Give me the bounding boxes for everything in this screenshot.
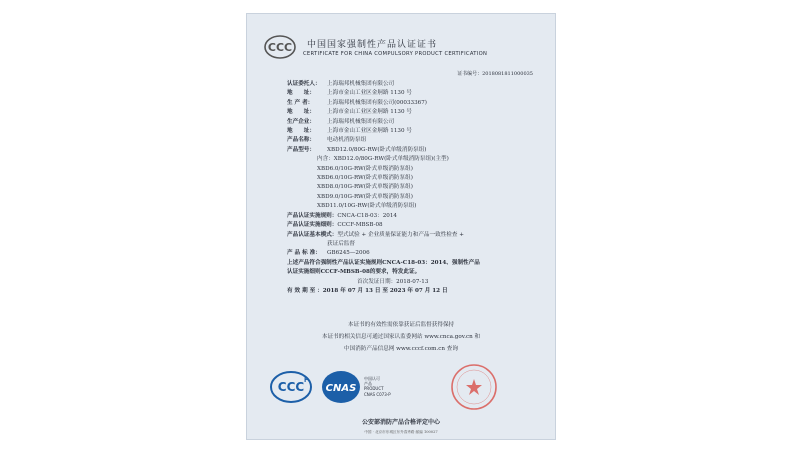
field-value: 上海市金山工业区金舸路 1130 号 [327, 90, 412, 97]
model-item: XBD11.0/10G-RW(卧式单级消防泵组) [317, 203, 417, 210]
field-value: 电动机消防泵组 [327, 137, 367, 144]
issuer-name: 公安部消防产品合格评定中心 [361, 419, 440, 426]
statement-line: 本证书的相关信息可通过国家认监委网站 www.cnca.gov.cn 和 [321, 334, 481, 340]
field-row [287, 89, 537, 98]
statement-line: 本证书的有效性需依靠获证后监督获得保持 [347, 322, 455, 328]
field-row [287, 118, 537, 127]
cnas-logo-icon [321, 370, 361, 404]
field-label: 认证委托人： [287, 81, 321, 87]
field-label: 地 址： [287, 90, 315, 97]
cnas-accreditation-text [364, 376, 391, 397]
model-item: XBD6.0/10G-RW(卧式单级消防泵组) [317, 165, 413, 172]
cnas-logo-text: CNAS [325, 383, 357, 394]
field-row [287, 212, 537, 221]
field-row [287, 108, 537, 117]
field-value: 获证后监督 [327, 240, 355, 247]
field-row [287, 80, 537, 89]
ccc-logo-f: F [304, 377, 309, 384]
field-value: 上海瑞邦机械集团有限公司 [327, 118, 395, 125]
field-row [287, 231, 537, 240]
field-value: GB6245—2006 [327, 250, 370, 257]
cnas-line: 中国认可 [364, 376, 380, 381]
certificate-title-en: CERTIFICATE FOR CHINA COMPULSORY PRODUCT CERTIFICATION [303, 51, 488, 57]
field-value: 上海瑞邦机械集团有限公司(00033367) [327, 99, 427, 106]
field-label: 产品名称： [287, 137, 315, 144]
field-row [287, 249, 537, 258]
field-label: 生 产 者： [287, 99, 314, 106]
model-item: XBD8.0/10G-RW(卧式单级消防泵组) [317, 184, 413, 191]
field-label: 产品认证实施细则： [287, 222, 338, 229]
compliance-line: 上述产品符合强制性产品认证实施规则CNCA-C18-03：2014、强制性产品 [287, 259, 480, 266]
validity-period: 有 效 期 至 ：2018 年 07 月 13 日 至 2023 年 07 月 12 日 [287, 287, 448, 294]
field-row [287, 136, 537, 145]
ccc-logo-text: CCC [277, 380, 305, 394]
certificate-paper [246, 13, 556, 440]
issuer-address: 中国 · 北京市东城区东外春秀路 邮编 100027 [364, 430, 438, 434]
compliance-line: 认证实施细则CCCF-MBSB-08的要求，特发此证。 [287, 269, 421, 276]
model-item: XBD6.0/10G-RW(卧式单级消防泵组) [317, 175, 413, 182]
field-row [287, 99, 537, 108]
field-value: 上海市金山工业区金舸路 1130 号 [327, 128, 412, 135]
field-label: 地 址： [287, 109, 315, 116]
field-label: 产品型号： [287, 146, 315, 153]
field-value: 上海市金山工业区金舸路 1130 号 [327, 109, 412, 116]
certificate-title-cn: 中国国家强制性产品认证证书 [307, 40, 438, 50]
field-value: XBD12.0/80G-RW(卧式单级消防泵组) [327, 146, 427, 153]
field-label: 地 址： [287, 128, 315, 135]
field-row [287, 240, 537, 249]
model-list [317, 155, 537, 211]
field-row [287, 127, 537, 136]
cnas-line: CNAS C073-P [364, 391, 391, 397]
official-seal-icon [449, 362, 499, 412]
certificate-body [287, 80, 537, 296]
first-issue-date: 首次发证日期：2018-07-13 [357, 278, 429, 285]
field-row [287, 221, 537, 230]
cnas-line: PRODUCT [364, 386, 384, 392]
field-label: 产品认证基本模式： [287, 231, 338, 238]
field-value: 上海瑞邦机械集团有限公司 [327, 81, 395, 87]
statement-line: 中国消防产品信息网 www.cccf.com.cn 查询 [344, 346, 458, 352]
field-row [287, 146, 537, 155]
field-label: 生产企业： [287, 118, 315, 125]
field-label [287, 240, 327, 249]
certificate-number: 证书编号：2018081811000035 [457, 71, 533, 77]
cccf-logo-icon [269, 370, 313, 404]
field-label: 产 品 标 准： [287, 250, 321, 257]
ccc-logo-icon [263, 34, 297, 60]
field-label: 产品认证实施规则： [287, 212, 338, 219]
svg-text:CCC: CCC [267, 41, 293, 54]
model-item: XBD9.0/10G-RW(卧式单级消防泵组) [317, 193, 413, 200]
model-item: 内含：XBD12.0/80G-RW(卧式单级消防泵组)(主型) [317, 156, 449, 163]
cnas-line: 产品 [364, 381, 372, 387]
field-value: 型式试验 + 企业质量保证能力和产品一致性检查 + [337, 231, 464, 238]
field-value: CCCF-MBSB-08 [337, 222, 383, 229]
field-value: CNCA-C18-03：2014 [337, 212, 397, 219]
